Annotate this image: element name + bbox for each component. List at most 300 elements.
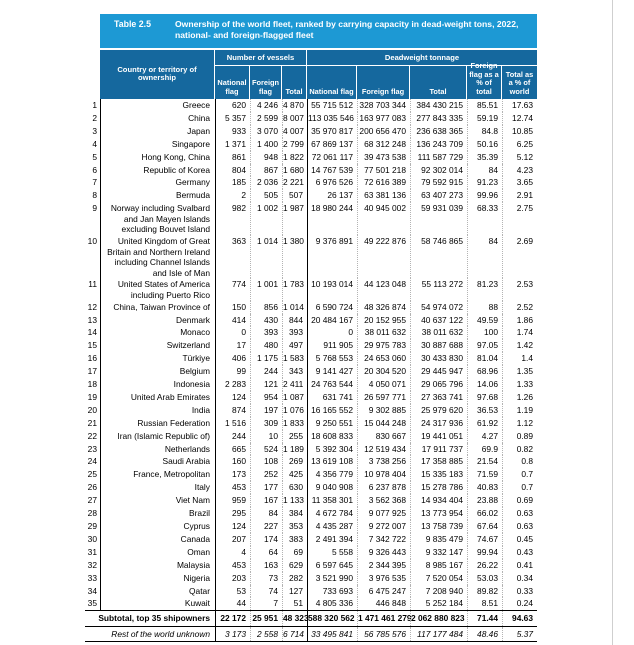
table-row (85, 572, 537, 585)
cell-dwt-total: 111 587 729 (410, 151, 467, 164)
cell-country: Russian Federation (100, 417, 215, 430)
header-dwt-foreign-flag: Foreign flag (357, 66, 410, 99)
cell-vessels-national-flag: 774 (215, 278, 250, 300)
table-row (85, 112, 537, 125)
cell-country: Türkiye (100, 352, 215, 365)
cell-vessels-national-flag: 620 (215, 99, 250, 112)
cell-vessels-national-flag: 453 (215, 559, 250, 572)
cell-vessels-foreign-flag: 505 (250, 189, 282, 202)
cell-dwt-total: 79 592 915 (410, 176, 467, 189)
cell-dwt-total: 30 433 830 (410, 352, 467, 365)
cell-dwt-total: 13 773 954 (410, 507, 467, 520)
cell-vessels-total: 282 (282, 572, 307, 585)
cell-vessels-foreign-flag: 2 599 (250, 112, 282, 125)
cell-vessels-foreign-flag: 1 014 (250, 235, 282, 278)
cell-country: Belgium (100, 365, 215, 378)
cell-world-pct: 2.69 (502, 235, 537, 278)
table-row (85, 99, 537, 112)
cell-dwt-total: 24 317 936 (410, 417, 467, 430)
cell-vessels-national-flag: 99 (215, 365, 250, 378)
cell-dwt-foreign-flag: 49 222 876 (357, 235, 410, 278)
row-rank: 13 (87, 314, 97, 325)
cell-world-pct: 0.69 (502, 494, 537, 507)
table-row (85, 507, 537, 520)
row-rank: 2 (92, 112, 97, 123)
cell-dwt-total: 5 252 184 (410, 597, 467, 610)
cell-foreign-flag-pct: 36.53 (467, 404, 502, 417)
cell-foreign-flag-pct: 23.88 (467, 494, 502, 507)
cell-world-pct: 0.33 (502, 585, 537, 598)
cell-country: Switzerland (100, 339, 215, 352)
fleet-ownership-table (85, 14, 537, 642)
cell-vessels-national-flag: 804 (215, 164, 250, 177)
cell-dwt-foreign-flag: 26 597 771 (357, 391, 410, 404)
table-row (85, 533, 537, 546)
row-rank: 9 (92, 203, 97, 214)
cell-world-pct: 0.43 (502, 546, 537, 559)
cell-country: Germany (100, 176, 215, 189)
cell-dwt-total: 7 208 940 (410, 585, 467, 598)
cell-vessels-total: 630 (282, 481, 307, 494)
cell-country: Monaco (100, 326, 215, 339)
cell-vessels-national-flag: 0 (215, 326, 250, 339)
cell-dwt-total: 38 011 632 (410, 326, 467, 339)
cell-vessels-foreign-flag: 867 (250, 164, 282, 177)
cell-country: United Arab Emirates (100, 391, 215, 404)
cell-country: Cyprus (100, 520, 215, 533)
cell-vessels-foreign-flag: 167 (250, 494, 282, 507)
cell-dwt-total: 384 430 215 (410, 99, 467, 112)
table-row (85, 138, 537, 151)
cell-foreign-flag-pct: 48.46 (467, 627, 502, 641)
table-row (85, 546, 537, 559)
cell-world-pct: 1.42 (502, 339, 537, 352)
cell-country: Italy (100, 481, 215, 494)
cell-dwt-national-flag: 4 805 336 (307, 597, 357, 610)
table-row (85, 235, 537, 278)
cell-dwt-national-flag: 18 608 833 (307, 430, 357, 443)
cell-world-pct: 1.19 (502, 404, 537, 417)
cell-dwt-foreign-flag: 9 326 443 (357, 546, 410, 559)
cell-dwt-national-flag: 6 590 724 (307, 301, 357, 314)
row-rank: 15 (87, 340, 97, 351)
cell-dwt-national-flag: 6 597 645 (307, 559, 357, 572)
cell-dwt-total: 19 441 051 (410, 430, 467, 443)
cell-country: Denmark (100, 314, 215, 327)
cell-country: China (100, 112, 215, 125)
cell-dwt-foreign-flag: 9 077 925 (357, 507, 410, 520)
table-row (85, 443, 537, 456)
cell-dwt-national-flag: 10 193 014 (307, 278, 357, 300)
cell-vessels-national-flag: 17 (215, 339, 250, 352)
cell-foreign-flag-pct: 97.05 (467, 339, 502, 352)
cell-world-pct: 94.63 (502, 611, 537, 626)
cell-dwt-national-flag: 2 491 394 (307, 533, 357, 546)
table-row (85, 597, 537, 610)
cell-dwt-national-flag: 9 250 551 (307, 417, 357, 430)
cell-dwt-national-flag: 588 320 562 (307, 611, 357, 626)
cell-dwt-foreign-flag: 77 501 218 (357, 164, 410, 177)
cell-dwt-national-flag: 3 521 990 (307, 572, 357, 585)
cell-foreign-flag-pct: 67.64 (467, 520, 502, 533)
cell-vessels-foreign-flag: 177 (250, 481, 282, 494)
table-title-band (100, 14, 537, 48)
cell-dwt-national-flag: 631 741 (307, 391, 357, 404)
cell-world-pct: 2.52 (502, 301, 537, 314)
row-rank: 16 (87, 353, 97, 364)
cell-vessels-national-flag: 22 172 (215, 611, 250, 626)
table-row (85, 585, 537, 598)
cell-vessels-national-flag: 203 (215, 572, 250, 585)
cell-vessels-foreign-flag: 480 (250, 339, 282, 352)
row-rank: 32 (87, 559, 97, 570)
table-row (85, 430, 537, 443)
cell-vessels-total: 1 076 (282, 404, 307, 417)
cell-vessels-total: 69 (282, 546, 307, 559)
cell-vessels-total: 343 (282, 365, 307, 378)
cell-vessels-foreign-flag: 954 (250, 391, 282, 404)
row-rank: 6 (92, 164, 97, 175)
cell-dwt-total: 9 332 147 (410, 546, 467, 559)
cell-dwt-total: 58 746 865 (410, 235, 467, 278)
table-row (85, 151, 537, 164)
row-rank: 17 (87, 366, 97, 377)
cell-dwt-national-flag: 911 905 (307, 339, 357, 352)
cell-dwt-foreign-flag: 56 785 576 (357, 627, 410, 641)
cell-dwt-total: 117 177 484 (410, 627, 467, 641)
row-rank: 33 (87, 572, 97, 583)
cell-foreign-flag-pct: 53.03 (467, 572, 502, 585)
header-group-number-of-vessels: Number of vessels (215, 50, 307, 66)
cell-foreign-flag-pct: 61.92 (467, 417, 502, 430)
cell-dwt-foreign-flag: 3 738 256 (357, 455, 410, 468)
cell-foreign-flag-pct: 14.06 (467, 378, 502, 391)
cell-vessels-total: 1 987 (282, 202, 307, 235)
row-rank: 3 (92, 125, 97, 136)
cell-world-pct: 0.63 (502, 507, 537, 520)
cell-vessels-foreign-flag: 73 (250, 572, 282, 585)
cell-dwt-foreign-flag: 446 848 (357, 597, 410, 610)
cell-dwt-total: 236 638 365 (410, 125, 467, 138)
cell-country: United Kingdom of Great Britain and Northern Ireland including Channel Islands and Isle of Man (100, 235, 215, 278)
cell-vessels-foreign-flag: 856 (250, 301, 282, 314)
cell-world-pct: 1.33 (502, 378, 537, 391)
cell-dwt-total: 17 911 737 (410, 443, 467, 456)
cell-dwt-total: 27 363 741 (410, 391, 467, 404)
cell-vessels-foreign-flag: 244 (250, 365, 282, 378)
cell-vessels-national-flag: 874 (215, 404, 250, 417)
cell-dwt-national-flag: 24 763 544 (307, 378, 357, 391)
cell-vessels-total: 1 833 (282, 417, 307, 430)
cell-foreign-flag-pct: 69.9 (467, 443, 502, 456)
cell-vessels-total: 2 411 (282, 378, 307, 391)
cell-dwt-national-flag: 72 061 117 (307, 151, 357, 164)
cell-dwt-foreign-flag: 12 519 434 (357, 443, 410, 456)
cell-foreign-flag-pct: 99.94 (467, 546, 502, 559)
cell-world-pct: 1.35 (502, 365, 537, 378)
cell-vessels-total: 425 (282, 468, 307, 481)
cell-vessels-national-flag: 124 (215, 391, 250, 404)
cell-country: Malaysia (100, 559, 215, 572)
table-row (85, 455, 537, 468)
cell-vessels-national-flag: 2 (215, 189, 250, 202)
table-row (85, 202, 537, 235)
cell-country: Indonesia (100, 378, 215, 391)
cell-dwt-foreign-flag: 10 978 404 (357, 468, 410, 481)
cell-world-pct: 0.89 (502, 430, 537, 443)
cell-dwt-national-flag: 9 376 891 (307, 235, 357, 278)
cell-vessels-total: 1 583 (282, 352, 307, 365)
cell-vessels-total: 1 014 (282, 301, 307, 314)
cell-vessels-total: 1 680 (282, 164, 307, 177)
cell-dwt-foreign-flag: 1 471 461 279 (357, 611, 410, 626)
cell-vessels-national-flag: 53 (215, 585, 250, 598)
cell-dwt-national-flag: 11 358 301 (307, 494, 357, 507)
row-rank: 11 (88, 279, 97, 290)
cell-world-pct: 3.65 (502, 176, 537, 189)
cell-vessels-national-flag: 4 (215, 546, 250, 559)
cell-foreign-flag-pct: 84.8 (467, 125, 502, 138)
cell-country: United States of America including Puerto Rico (100, 278, 215, 300)
table-row (85, 189, 537, 202)
cell-foreign-flag-pct: 8.51 (467, 597, 502, 610)
row-rank: 27 (87, 495, 97, 506)
cell-dwt-national-flag: 5 392 304 (307, 443, 357, 456)
cell-vessels-total: 353 (282, 520, 307, 533)
cell-foreign-flag-pct: 81.23 (467, 278, 502, 300)
cell-vessels-national-flag: 959 (215, 494, 250, 507)
cell-dwt-national-flag: 6 976 526 (307, 176, 357, 189)
cell-foreign-flag-pct: 89.82 (467, 585, 502, 598)
cell-dwt-total: 29 445 947 (410, 365, 467, 378)
cell-dwt-foreign-flag: 24 653 060 (357, 352, 410, 365)
cell-vessels-foreign-flag: 3 070 (250, 125, 282, 138)
cell-vessels-national-flag: 5 357 (215, 112, 250, 125)
cell-dwt-foreign-flag: 44 123 048 (357, 278, 410, 300)
cell-foreign-flag-pct: 68.96 (467, 365, 502, 378)
cell-dwt-total: 13 758 739 (410, 520, 467, 533)
table-row (85, 494, 537, 507)
header-dwt-national-flag: National flag (307, 66, 357, 99)
cell-world-pct: 6.25 (502, 138, 537, 151)
cell-world-pct: 12.74 (502, 112, 537, 125)
cell-dwt-national-flag: 113 035 546 (307, 112, 357, 125)
cell-dwt-foreign-flag: 63 381 136 (357, 189, 410, 202)
cell-vessels-national-flag: 861 (215, 151, 250, 164)
page-edge-line (612, 0, 613, 645)
cell-foreign-flag-pct: 85.51 (467, 99, 502, 112)
row-rank: 23 (87, 443, 97, 454)
cell-dwt-national-flag: 733 693 (307, 585, 357, 598)
cell-vessels-national-flag: 933 (215, 125, 250, 138)
table-row (85, 278, 537, 300)
subtotal-label: Subtotal, top 35 shipowners (98, 613, 210, 624)
cell-vessels-foreign-flag: 74 (250, 585, 282, 598)
table-row (85, 301, 537, 314)
cell-dwt-total: 54 974 072 (410, 301, 467, 314)
cell-dwt-national-flag: 5 558 (307, 546, 357, 559)
cell-vessels-national-flag: 185 (215, 176, 250, 189)
cell-vessels-total: 384 (282, 507, 307, 520)
cell-world-pct: 1.26 (502, 391, 537, 404)
cell-vessels-total: 1 189 (282, 443, 307, 456)
header-world-pct: Total as a % of world (505, 69, 534, 96)
cell-vessels-foreign-flag: 309 (250, 417, 282, 430)
cell-foreign-flag-pct: 71.44 (467, 611, 502, 626)
cell-vessels-foreign-flag: 121 (250, 378, 282, 391)
cell-dwt-national-flag: 67 869 137 (307, 138, 357, 151)
cell-foreign-flag-pct: 97.68 (467, 391, 502, 404)
row-rank: 8 (92, 190, 97, 201)
cell-world-pct: 1.12 (502, 417, 537, 430)
cell-dwt-total: 9 835 479 (410, 533, 467, 546)
row-rank: 25 (87, 469, 97, 480)
cell-dwt-total: 30 887 688 (410, 339, 467, 352)
cell-country: Canada (100, 533, 215, 546)
cell-vessels-foreign-flag: 108 (250, 455, 282, 468)
cell-dwt-foreign-flag: 9 302 885 (357, 404, 410, 417)
cell-dwt-national-flag: 9 040 908 (307, 481, 357, 494)
cell-world-pct: 0.63 (502, 520, 537, 533)
cell-dwt-national-flag: 14 767 539 (307, 164, 357, 177)
cell-country: Norway including Svalbard and Jan Mayen Islands excluding Bouvet Island (100, 202, 215, 235)
cell-vessels-total: 127 (282, 585, 307, 598)
cell-country: Republic of Korea (100, 164, 215, 177)
cell-dwt-total: 55 113 272 (410, 278, 467, 300)
cell-world-pct: 5.12 (502, 151, 537, 164)
cell-dwt-national-flag: 55 715 512 (307, 99, 357, 112)
cell-dwt-foreign-flag: 29 975 783 (357, 339, 410, 352)
cell-country: Netherlands (100, 443, 215, 456)
cell-dwt-national-flag: 26 137 (307, 189, 357, 202)
cell-country: Iran (Islamic Republic of) (100, 430, 215, 443)
table-row (85, 481, 537, 494)
table-row (85, 176, 537, 189)
cell-vessels-national-flag: 244 (215, 430, 250, 443)
cell-vessels-foreign-flag: 1 400 (250, 138, 282, 151)
row-rank: 22 (87, 430, 97, 441)
cell-vessels-foreign-flag: 1 175 (250, 352, 282, 365)
cell-vessels-foreign-flag: 2 558 (250, 627, 282, 641)
cell-world-pct: 17.63 (502, 99, 537, 112)
cell-dwt-total: 277 843 335 (410, 112, 467, 125)
cell-vessels-foreign-flag: 524 (250, 443, 282, 456)
cell-vessels-total: 1 783 (282, 278, 307, 300)
cell-dwt-total: 15 335 183 (410, 468, 467, 481)
cell-foreign-flag-pct: 26.22 (467, 559, 502, 572)
cell-country: Greece (100, 99, 215, 112)
cell-vessels-foreign-flag: 1 001 (250, 278, 282, 300)
header-foreign-flag-pct: Foreign flag as a % of total (467, 66, 502, 99)
cell-dwt-foreign-flag: 6 475 247 (357, 585, 410, 598)
cell-foreign-flag-pct: 35.39 (467, 151, 502, 164)
cell-dwt-foreign-flag: 6 237 878 (357, 481, 410, 494)
table-row (85, 404, 537, 417)
cell-vessels-total: 51 (282, 597, 307, 610)
row-rank: 7 (92, 177, 97, 188)
cell-vessels-national-flag: 2 283 (215, 378, 250, 391)
cell-foreign-flag-pct: 66.02 (467, 507, 502, 520)
row-rank: 26 (87, 482, 97, 493)
cell-dwt-foreign-flag: 3 562 368 (357, 494, 410, 507)
cell-foreign-flag-pct: 4.27 (467, 430, 502, 443)
cell-vessels-foreign-flag: 2 036 (250, 176, 282, 189)
cell-dwt-total: 25 979 620 (410, 404, 467, 417)
cell-vessels-foreign-flag: 227 (250, 520, 282, 533)
row-rank: 1 (92, 100, 97, 110)
cell-vessels-total: 2 799 (282, 138, 307, 151)
cell-vessels-national-flag: 453 (215, 481, 250, 494)
cell-world-pct: 0.24 (502, 597, 537, 610)
cell-foreign-flag-pct: 100 (467, 326, 502, 339)
table-row (85, 391, 537, 404)
cell-vessels-foreign-flag: 393 (250, 326, 282, 339)
cell-foreign-flag-pct: 71.59 (467, 468, 502, 481)
header-vessels-national-flag: National flag (215, 66, 250, 99)
cell-vessels-total: 269 (282, 455, 307, 468)
table-row (85, 559, 537, 572)
cell-foreign-flag-pct: 40.83 (467, 481, 502, 494)
cell-dwt-national-flag: 13 619 108 (307, 455, 357, 468)
cell-vessels-total: 255 (282, 430, 307, 443)
cell-world-pct: 5.37 (502, 627, 537, 641)
row-rank: 14 (87, 327, 97, 338)
cell-dwt-foreign-flag: 20 152 955 (357, 314, 410, 327)
cell-foreign-flag-pct: 84 (467, 235, 502, 278)
cell-dwt-foreign-flag: 15 044 248 (357, 417, 410, 430)
cell-foreign-flag-pct: 49.59 (467, 314, 502, 327)
rest-of-world-label: Rest of the world unknown (111, 628, 210, 639)
cell-foreign-flag-pct: 84 (467, 164, 502, 177)
cell-foreign-flag-pct: 99.96 (467, 189, 502, 202)
cell-dwt-national-flag: 16 165 552 (307, 404, 357, 417)
cell-vessels-national-flag: 173 (215, 468, 250, 481)
cell-dwt-foreign-flag: 2 344 395 (357, 559, 410, 572)
cell-dwt-foreign-flag: 72 616 389 (357, 176, 410, 189)
cell-dwt-national-flag: 4 356 779 (307, 468, 357, 481)
cell-vessels-total: 393 (282, 326, 307, 339)
cell-world-pct: 0.8 (502, 455, 537, 468)
cell-dwt-foreign-flag: 4 050 071 (357, 378, 410, 391)
table-number-label: Table 2.5 (114, 19, 151, 29)
cell-vessels-foreign-flag: 174 (250, 533, 282, 546)
cell-world-pct: 0.41 (502, 559, 537, 572)
cell-vessels-national-flag: 160 (215, 455, 250, 468)
table-row (85, 378, 537, 391)
header-dwt-total: Total (410, 66, 467, 99)
cell-dwt-national-flag: 9 141 427 (307, 365, 357, 378)
row-rank: 4 (92, 138, 97, 149)
cell-vessels-total: 629 (282, 559, 307, 572)
cell-vessels-national-flag: 44 (215, 597, 250, 610)
table-row (85, 520, 537, 533)
cell-vessels-foreign-flag: 1 002 (250, 202, 282, 235)
table-row (85, 125, 537, 138)
cell-world-pct: 10.85 (502, 125, 537, 138)
row-rank: 30 (87, 533, 97, 544)
cell-vessels-foreign-flag: 7 (250, 597, 282, 610)
table-row (85, 468, 537, 481)
cell-vessels-national-flag: 665 (215, 443, 250, 456)
cell-vessels-national-flag: 150 (215, 301, 250, 314)
cell-dwt-foreign-flag: 328 703 344 (357, 99, 410, 112)
cell-dwt-foreign-flag: 48 326 874 (357, 301, 410, 314)
cell-vessels-foreign-flag: 430 (250, 314, 282, 327)
cell-vessels-total: 1 133 (282, 494, 307, 507)
cell-dwt-total: 136 243 709 (410, 138, 467, 151)
cell-dwt-total: 63 407 273 (410, 189, 467, 202)
cell-vessels-national-flag: 295 (215, 507, 250, 520)
